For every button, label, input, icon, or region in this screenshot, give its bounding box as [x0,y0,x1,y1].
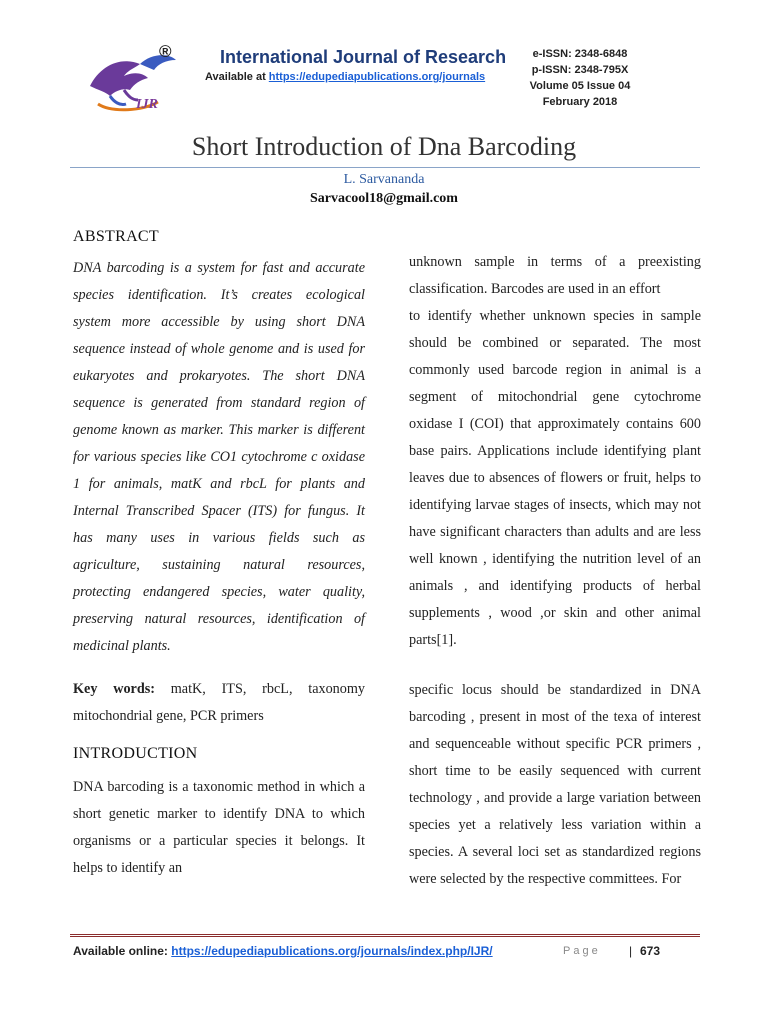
right-para-1b: to identify whether unknown species in sample should be combined or separated. The most commonly used barcode region in animal is a segment of mitochondrial gene cytochrome oxidase I (COI) that approximately contains 600 base pairs. Applications include identifying plant leaves due to absences of flowers or fruit, helps to identifying larvae stages of insects, which may not have significant characters than adults and are less well known , identifying the nutrition level of an animals , and identifying products of herbal supplements , wood ,or skin and other animal parts[1]. [409,308,701,648]
footer-available-label: Available online: [73,944,172,958]
svg-text:IJR: IJR [136,97,158,112]
page-label: Page [563,945,601,957]
abstract-section [73,228,365,660]
abstract-heading: ABSTRACT [73,228,159,245]
issue-date: February 2018 [542,96,618,108]
footer-availability [73,944,493,958]
journal-title: International Journal of Research [220,47,507,67]
right-para-2: specific locus should be standardized in DNA barcoding , present in most of the texa of interest and sequenceable without specific PCR primers , short time to be easily sequenced with current technology , and provide a large variation between species yet a relatively less variation within a species. A several loci set as standardized regions were selected by the respective committees. For [409,682,701,887]
footer-url-link[interactable]: https://edupediapublications.org/journals/index.php/IJR/ [171,944,493,958]
keywords-text: matK, ITS, rbcL, taxonomy mitochondrial gene, PCR primers [73,681,365,724]
eissn: e-ISSN: 2348-6848 [532,48,628,60]
introduction-text: DNA barcoding is a taxonomic method in which a short genetic marker to identify DNA to which organisms or a particular species it belongs. It helps to identify an [73,779,365,876]
keywords-label: Key words: [73,681,155,697]
journal-url-link[interactable]: https://edupediapublications.org/journals [268,71,486,83]
keywords-paragraph [73,676,365,730]
author-email: Sarvacool18@gmail.com [310,191,458,206]
title-divider [70,167,700,168]
page-number: 673 [640,944,661,958]
right-para-1a: unknown sample in terms of a preexisting classification. Barcodes are used in an effort [409,254,701,297]
registered-mark: ® [159,42,172,61]
paper-title: Short Introduction of Dna Barcoding [191,132,577,161]
abstract-text: DNA barcoding is a system for fast and accurate species identification. It’s creates ecological system more accessible by using short DNA sequence instead of whole genome and is used for eukaryotes and prokaryotes. The short DNA sequence is generated from standard region of genome known as marker. This marker is different for various species like CO1 cytochrome c oxidase 1 for animals, matK and rbcL for plants and Internal Transcribed Spacer (ITS) for fungus. It has many uses in various fields such as agriculture, sustaining natural resources, protecting endangered species, water quality, preserving natural resources, identification of medicinal plants. [73,260,365,654]
right-column-paragraph-2 [409,677,701,893]
author-name: L. Sarvananda [343,172,425,187]
available-prefix: Available at [205,71,269,83]
pissn: p-ISSN: 2348-795X [531,64,629,76]
keywords-section [73,676,365,730]
introduction-section [73,745,365,882]
journal-logo [80,46,198,114]
right-column-paragraph-1 [409,249,701,654]
issn-block [520,46,640,110]
footer-divider [70,934,700,937]
introduction-heading: INTRODUCTION [73,745,198,762]
volume-issue: Volume 05 Issue 04 [529,80,631,92]
page-separator: | [629,944,633,958]
journal-availability [205,71,485,83]
